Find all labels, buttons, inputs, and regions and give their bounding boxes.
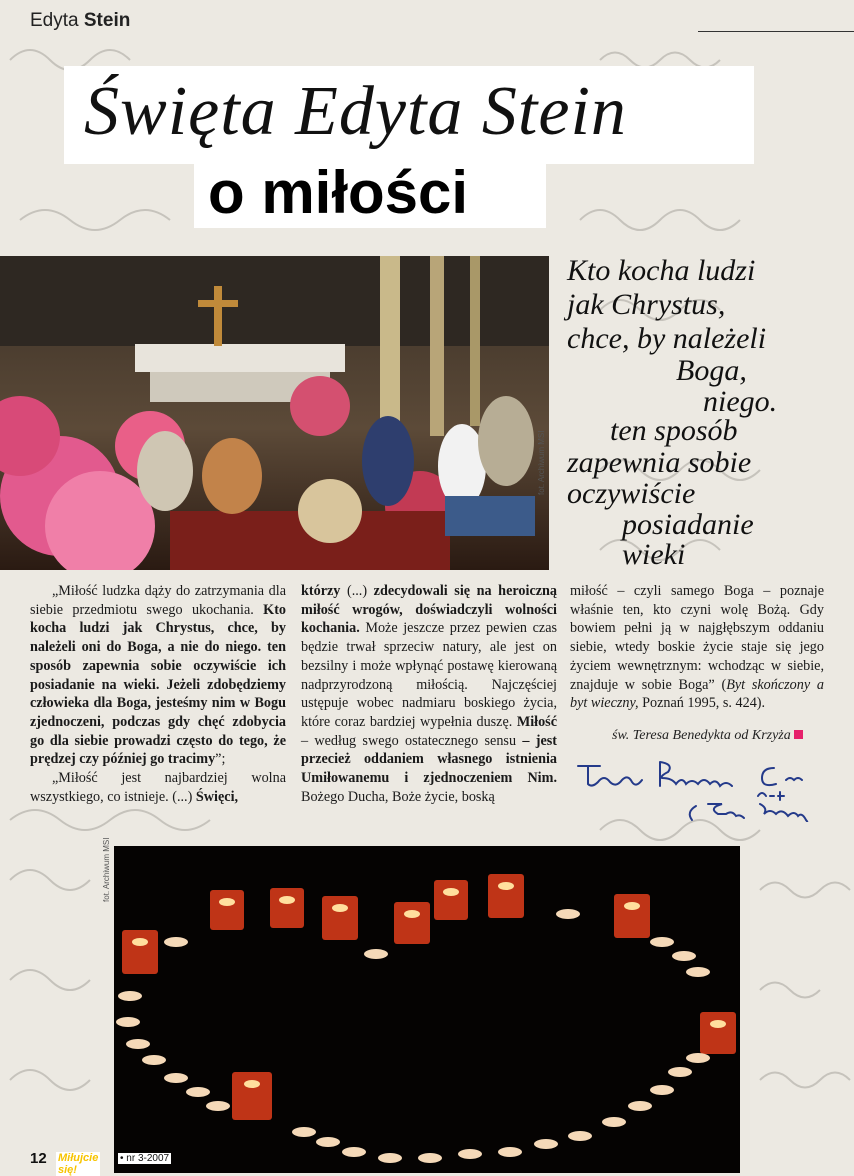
body-text: ”; [215, 751, 226, 768]
article-title: Święta Edyta Stein [84, 73, 627, 150]
body-text-bold: – jest przecież oddaniem własnego istnienia Umiłowanemu i zjednoczeniem Nim. [301, 732, 558, 787]
quote-line: posiadanie [622, 508, 754, 541]
body-text: Może jeszcze przez pewien czas będzie trwał sprzeciw natury, ale jest on bezsilny i może wpłynąć postawę kierowaną nadprzyrodzoną miłością. Najczęściej ustępuje wobec nadmiaru boskiego życia, które coraz bardziej wypełnia duszę. [301, 620, 558, 730]
quote-line: wieki [622, 538, 686, 571]
page-number: 12 [30, 1150, 47, 1167]
quote-line: ten sposób [610, 414, 738, 447]
text-column-1 [30, 582, 286, 806]
text-column-3 [570, 582, 824, 713]
end-mark-icon [794, 730, 803, 739]
quote-line: niego. [703, 385, 778, 418]
body-text-bold: zdecydowali się na heroiczną miłość wrogów, doświadczyli wolności kochania. [301, 583, 558, 637]
quote-line: Kto kocha ludzi [567, 254, 756, 287]
photo-credit: fot. Archiwum MSI [102, 837, 111, 902]
article-subtitle: o miłości [208, 159, 469, 226]
quote-line: Boga, [676, 354, 747, 387]
page-header [0, 0, 854, 36]
church-photo [0, 256, 549, 570]
photo-credit: fot. Archiwum MSI [537, 430, 546, 495]
book-title: Byt skończony a byt wieczny, [570, 676, 825, 712]
candles-photo [114, 846, 740, 1173]
body-text: „Miłość ludzka dąży do zatrzymania dla siebie przedmiotu swego ukochania. [30, 583, 286, 618]
body-text-bold: którzy [301, 583, 341, 599]
issue-number: • nr 3-2007 [120, 1153, 170, 1164]
quote-line: chce, by należeli [567, 322, 767, 355]
signature-name: św. Teresa Benedykta od Krzyża [612, 728, 803, 744]
section-label: Edyta Stein [30, 10, 131, 31]
body-text-bold: Kto kocha ludzi jak Chrystus, chce, by należeli oni do Boga, a nie do niego. [30, 601, 287, 656]
body-text: Bożego Ducha, Boże życie, boską [301, 788, 495, 805]
body-text-bold: Miłość [516, 713, 557, 730]
body-text-bold: Święci, [195, 788, 239, 805]
quote-line: zapewnia sobie [567, 446, 752, 479]
body-text: (...) [346, 583, 368, 599]
magazine-logo: Miłujcie się! [58, 1152, 99, 1176]
body-text-bold: ten sposób zapewnia sobie oczywiście ich posiadanie na wieki. Jeżeli zdobędziemy człowieka dla Boga, jesteśmy nim w Bogu zjednoczeni, podczas gdy chęć zdobycia go dla siebie prowadzi często do tego, że prędzej czy później go tracimy [30, 639, 286, 768]
header-rule [698, 31, 854, 32]
quote-line: oczywiście [567, 477, 696, 510]
body-text: „Miłość jest najbardziej wolna wszystkiego, co istnieje. (...) [30, 770, 286, 805]
handwritten-signature [574, 752, 824, 827]
body-text: miłość – czyli samego Boga – poznaje właśnie ten, kto czyni wolę Bożą. Gdy bowiem pełni ją w najgłębszym oddaniu siebie, wtedy boskie życie staje się jego życiem wewnętrznym: wchodząc w siebie, znajduje w sobie Boga” ( [570, 583, 824, 693]
quote-line: jak Chrystus, [567, 288, 726, 321]
body-text: – według swego ostatecznego sensu [301, 732, 517, 749]
text-column-2 [301, 582, 557, 806]
body-text: Poznań 1995, s. 424). [638, 695, 766, 712]
